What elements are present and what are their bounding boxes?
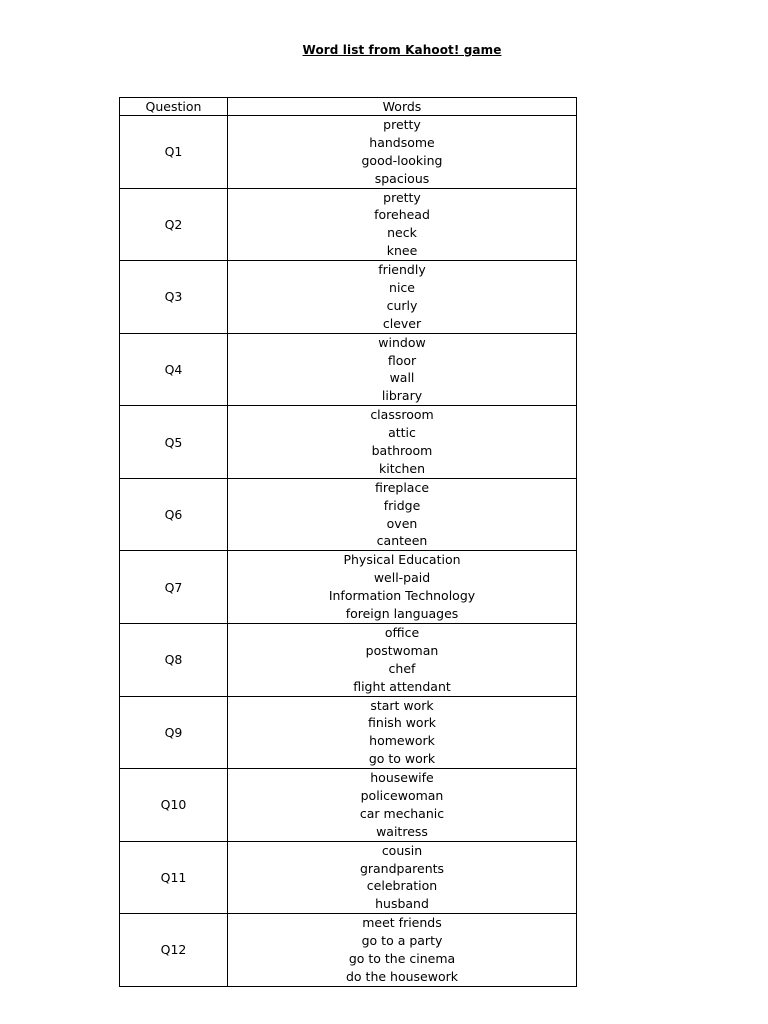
word-item: window bbox=[378, 334, 426, 350]
question-cell: Q2 bbox=[120, 188, 228, 261]
table-row bbox=[120, 769, 577, 842]
table-row bbox=[120, 261, 577, 334]
table-row bbox=[120, 841, 577, 914]
table-row bbox=[120, 116, 577, 189]
word-item: policewoman bbox=[360, 787, 444, 803]
question-cell: Q1 bbox=[120, 116, 228, 189]
table-row bbox=[120, 478, 577, 551]
words-cell bbox=[228, 841, 577, 914]
word-item: office bbox=[384, 624, 420, 640]
table-row bbox=[120, 188, 577, 261]
table-row bbox=[120, 696, 577, 769]
word-item: knee bbox=[386, 243, 418, 259]
table-row bbox=[120, 551, 577, 624]
question-cell: Q11 bbox=[120, 841, 228, 914]
word-item: meet friends bbox=[362, 915, 442, 931]
word-item: neck bbox=[387, 225, 417, 241]
table-header bbox=[120, 98, 577, 116]
word-item: fireplace bbox=[374, 479, 430, 495]
word-item: handsome bbox=[369, 134, 435, 150]
word-item: friendly bbox=[378, 262, 426, 278]
question-cell: Q9 bbox=[120, 696, 228, 769]
word-item: wall bbox=[389, 370, 415, 386]
word-item: start work bbox=[370, 697, 434, 713]
table-row bbox=[120, 914, 577, 987]
word-item: go to work bbox=[368, 751, 436, 767]
word-item: spacious bbox=[374, 170, 430, 186]
word-item: nice bbox=[389, 280, 415, 296]
word-item: floor bbox=[387, 352, 417, 368]
table-body bbox=[120, 116, 577, 987]
word-item: cousin bbox=[381, 842, 423, 858]
word-list-table bbox=[119, 97, 577, 987]
word-item: well-paid bbox=[373, 570, 431, 586]
word-item: kitchen bbox=[378, 460, 426, 476]
word-item: Physical Education bbox=[343, 552, 461, 568]
word-item: finish work bbox=[368, 715, 436, 731]
table-row bbox=[120, 333, 577, 406]
question-column-header: Question bbox=[120, 98, 228, 116]
word-item: pretty bbox=[383, 189, 421, 205]
word-item: go to the cinema bbox=[348, 950, 456, 966]
words-cell bbox=[228, 478, 577, 551]
words-cell bbox=[228, 551, 577, 624]
word-item: postwoman bbox=[365, 642, 439, 658]
word-item: curly bbox=[386, 297, 418, 313]
word-item: husband bbox=[375, 896, 429, 912]
word-item: Information Technology bbox=[328, 588, 476, 604]
question-cell: Q4 bbox=[120, 333, 228, 406]
words-cell bbox=[228, 696, 577, 769]
word-item: flight attendant bbox=[353, 678, 451, 694]
word-item: classroom bbox=[370, 407, 434, 423]
words-cell bbox=[228, 623, 577, 696]
word-item: clever bbox=[382, 315, 422, 331]
word-item: fridge bbox=[383, 497, 421, 513]
word-item: bathroom bbox=[371, 443, 433, 459]
words-cell bbox=[228, 261, 577, 334]
question-cell: Q7 bbox=[120, 551, 228, 624]
word-item: do the housework bbox=[346, 968, 458, 984]
word-item: car mechanic bbox=[359, 805, 445, 821]
word-item: go to a party bbox=[361, 933, 443, 949]
word-item: library bbox=[381, 388, 423, 404]
word-item: foreign languages bbox=[345, 606, 459, 622]
question-cell: Q8 bbox=[120, 623, 228, 696]
question-cell: Q5 bbox=[120, 406, 228, 479]
word-item: forehead bbox=[374, 207, 430, 223]
word-item: oven bbox=[386, 515, 418, 531]
word-item: pretty bbox=[383, 117, 421, 132]
word-item: housewife bbox=[370, 770, 434, 786]
word-item: canteen bbox=[376, 533, 428, 549]
page-title: Word list from Kahoot! game bbox=[302, 43, 502, 57]
words-cell bbox=[228, 333, 577, 406]
question-cell: Q6 bbox=[120, 478, 228, 551]
word-item: attic bbox=[388, 425, 416, 441]
question-cell: Q12 bbox=[120, 914, 228, 987]
word-item: celebration bbox=[366, 878, 438, 894]
word-item: homework bbox=[369, 733, 435, 749]
word-item: good-looking bbox=[361, 152, 443, 168]
question-cell: Q10 bbox=[120, 769, 228, 842]
words-cell bbox=[228, 116, 577, 189]
words-cell bbox=[228, 188, 577, 261]
table-header-row bbox=[120, 98, 577, 116]
word-item: waitress bbox=[376, 823, 428, 839]
table-row bbox=[120, 623, 577, 696]
words-cell bbox=[228, 406, 577, 479]
words-cell bbox=[228, 769, 577, 842]
word-item: grandparents bbox=[359, 860, 445, 876]
table-row bbox=[120, 406, 577, 479]
words-cell bbox=[228, 914, 577, 987]
words-column-header: Words bbox=[228, 98, 577, 116]
question-cell: Q3 bbox=[120, 261, 228, 334]
word-item: chef bbox=[388, 660, 416, 676]
